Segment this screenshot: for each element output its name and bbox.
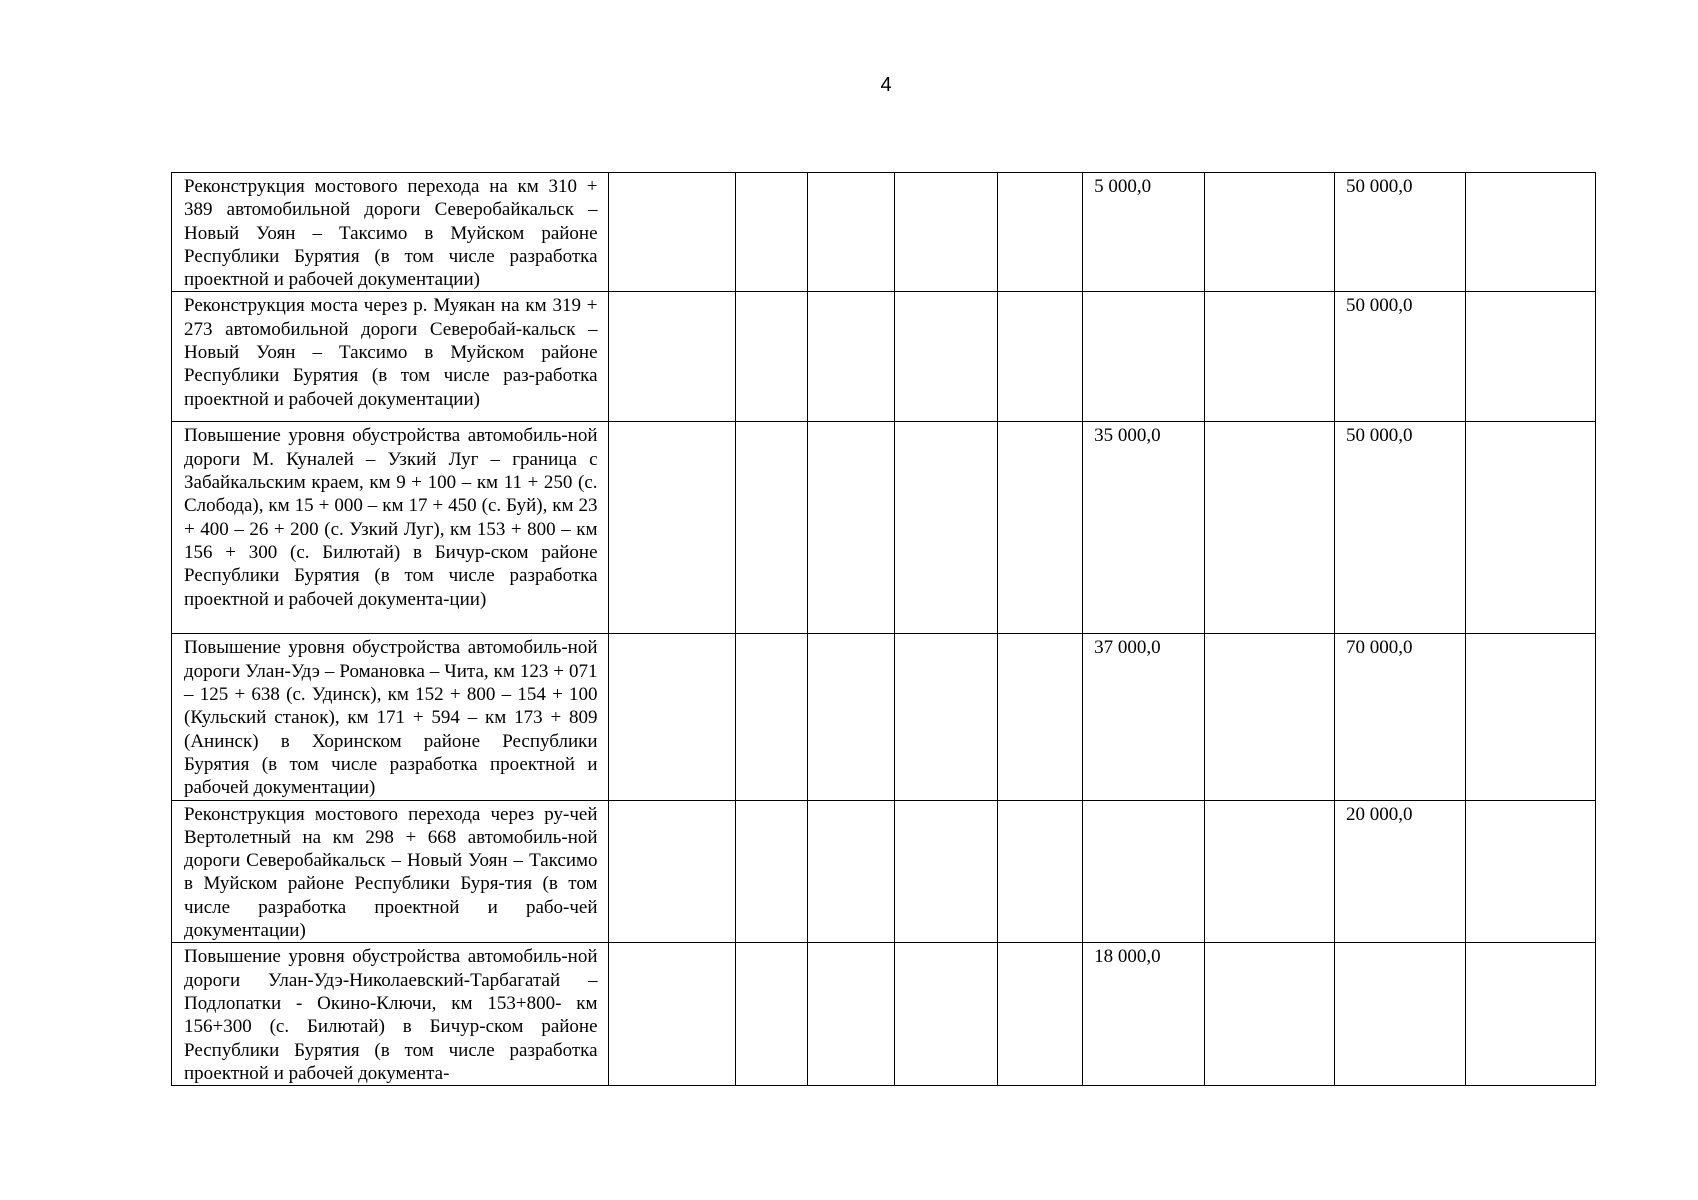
empty-cell xyxy=(1465,422,1596,634)
row-description: Повышение уровня обустройства автомобиль-ной дороги Улан-Удэ – Романовка – Чита, км 123 + 071 – 125 + 638 (с. Удинск), км 152 + 800 – 154 + 100 (Кульский станок), км 171 + 594 – км 173 + 809 (Анинск) в Хоринском районе Республики Бурятия (в том числе разработка проектной и рабочей документации) xyxy=(172,634,609,800)
amount-cell: 70 000,0 xyxy=(1335,634,1465,800)
row-description: Повышение уровня обустройства автомобиль-ной дороги М. Куналей – Узкий Луг – граница с Забайкальским краем, км 9 + 100 – км 11 + 250 (с. Слобода), км 15 + 000 – км 17 + 450 (с. Буй), км 23 + 400 – 26 + 200 (с. Узкий Луг), км 153 + 800 – км 156 + 300 (с. Билютай) в Бичур-ском районе Республики Бурятия (в том числе разработка проектной и рабочей документа-ции) xyxy=(172,422,609,634)
empty-cell xyxy=(894,943,997,1086)
empty-cell xyxy=(735,173,807,292)
empty-cell xyxy=(608,800,735,943)
empty-cell xyxy=(735,943,807,1086)
empty-cell xyxy=(1465,800,1596,943)
empty-cell xyxy=(1204,292,1334,422)
amount-cell: 50 000,0 xyxy=(1335,173,1465,292)
table-row xyxy=(172,800,1596,943)
empty-cell xyxy=(894,800,997,943)
table-row xyxy=(172,422,1596,634)
amount-cell xyxy=(1083,800,1204,943)
page-number: 4 xyxy=(880,74,892,96)
budget-table xyxy=(171,172,1596,1086)
empty-cell xyxy=(997,943,1082,1086)
amount-cell: 35 000,0 xyxy=(1083,422,1204,634)
empty-cell xyxy=(608,422,735,634)
table-row xyxy=(172,292,1596,422)
amount-cell xyxy=(1335,943,1465,1086)
amount-cell: 50 000,0 xyxy=(1335,422,1465,634)
empty-cell xyxy=(808,943,894,1086)
empty-cell xyxy=(735,292,807,422)
empty-cell xyxy=(894,422,997,634)
table-row xyxy=(172,634,1596,800)
empty-cell xyxy=(735,422,807,634)
row-description: Реконструкция мостового перехода на км 310 + 389 автомобильной дороги Северобайкальск – Новый Уоян – Таксимо в Муйском районе Республики Бурятия (в том числе разработка проектной и рабочей документации) xyxy=(172,173,609,292)
row-description: Повышение уровня обустройства автомобиль-ной дороги Улан-Удэ-Николаевский-Тарбагатай – Подлопатки - Окино-Ключи, км 153+800- км 156+300 (с. Билютай) в Бичур-ском районе Республики Бурятия (в том числе разработка проектной и рабочей документа- xyxy=(172,943,609,1086)
empty-cell xyxy=(808,292,894,422)
empty-cell xyxy=(808,173,894,292)
empty-cell xyxy=(808,422,894,634)
empty-cell xyxy=(997,800,1082,943)
empty-cell xyxy=(894,173,997,292)
empty-cell xyxy=(1465,943,1596,1086)
empty-cell xyxy=(997,173,1082,292)
empty-cell xyxy=(735,634,807,800)
empty-cell xyxy=(894,634,997,800)
empty-cell xyxy=(1204,173,1334,292)
empty-cell xyxy=(1204,800,1334,943)
amount-cell: 20 000,0 xyxy=(1335,800,1465,943)
empty-cell xyxy=(997,634,1082,800)
empty-cell xyxy=(608,292,735,422)
empty-cell xyxy=(1465,634,1596,800)
empty-cell xyxy=(997,422,1082,634)
empty-cell xyxy=(808,634,894,800)
table-row xyxy=(172,943,1596,1086)
amount-cell: 37 000,0 xyxy=(1083,634,1204,800)
amount-cell xyxy=(1083,292,1204,422)
empty-cell xyxy=(608,943,735,1086)
row-description: Реконструкция мостового перехода через ру-чей Вертолетный на км 298 + 668 автомобиль-ной дороги Северобайкальск – Новый Уоян – Таксимо в Муйском районе Республики Буря-тия (в том числе разработка проектной и рабо-чей документации) xyxy=(172,800,609,943)
empty-cell xyxy=(1465,173,1596,292)
empty-cell xyxy=(894,292,997,422)
empty-cell xyxy=(808,800,894,943)
amount-cell: 5 000,0 xyxy=(1083,173,1204,292)
empty-cell xyxy=(1465,292,1596,422)
empty-cell xyxy=(608,634,735,800)
table-row xyxy=(172,173,1596,292)
amount-cell: 18 000,0 xyxy=(1083,943,1204,1086)
empty-cell xyxy=(1204,943,1334,1086)
amount-cell: 50 000,0 xyxy=(1335,292,1465,422)
empty-cell xyxy=(997,292,1082,422)
empty-cell xyxy=(1204,634,1334,800)
row-description: Реконструкция моста через р. Муякан на км 319 + 273 автомобильной дороги Северобай-кальск – Новый Уоян – Таксимо в Муйском районе Республики Бурятия (в том числе раз-работка проектной и рабочей документации) xyxy=(172,292,609,422)
empty-cell xyxy=(608,173,735,292)
empty-cell xyxy=(735,800,807,943)
empty-cell xyxy=(1204,422,1334,634)
